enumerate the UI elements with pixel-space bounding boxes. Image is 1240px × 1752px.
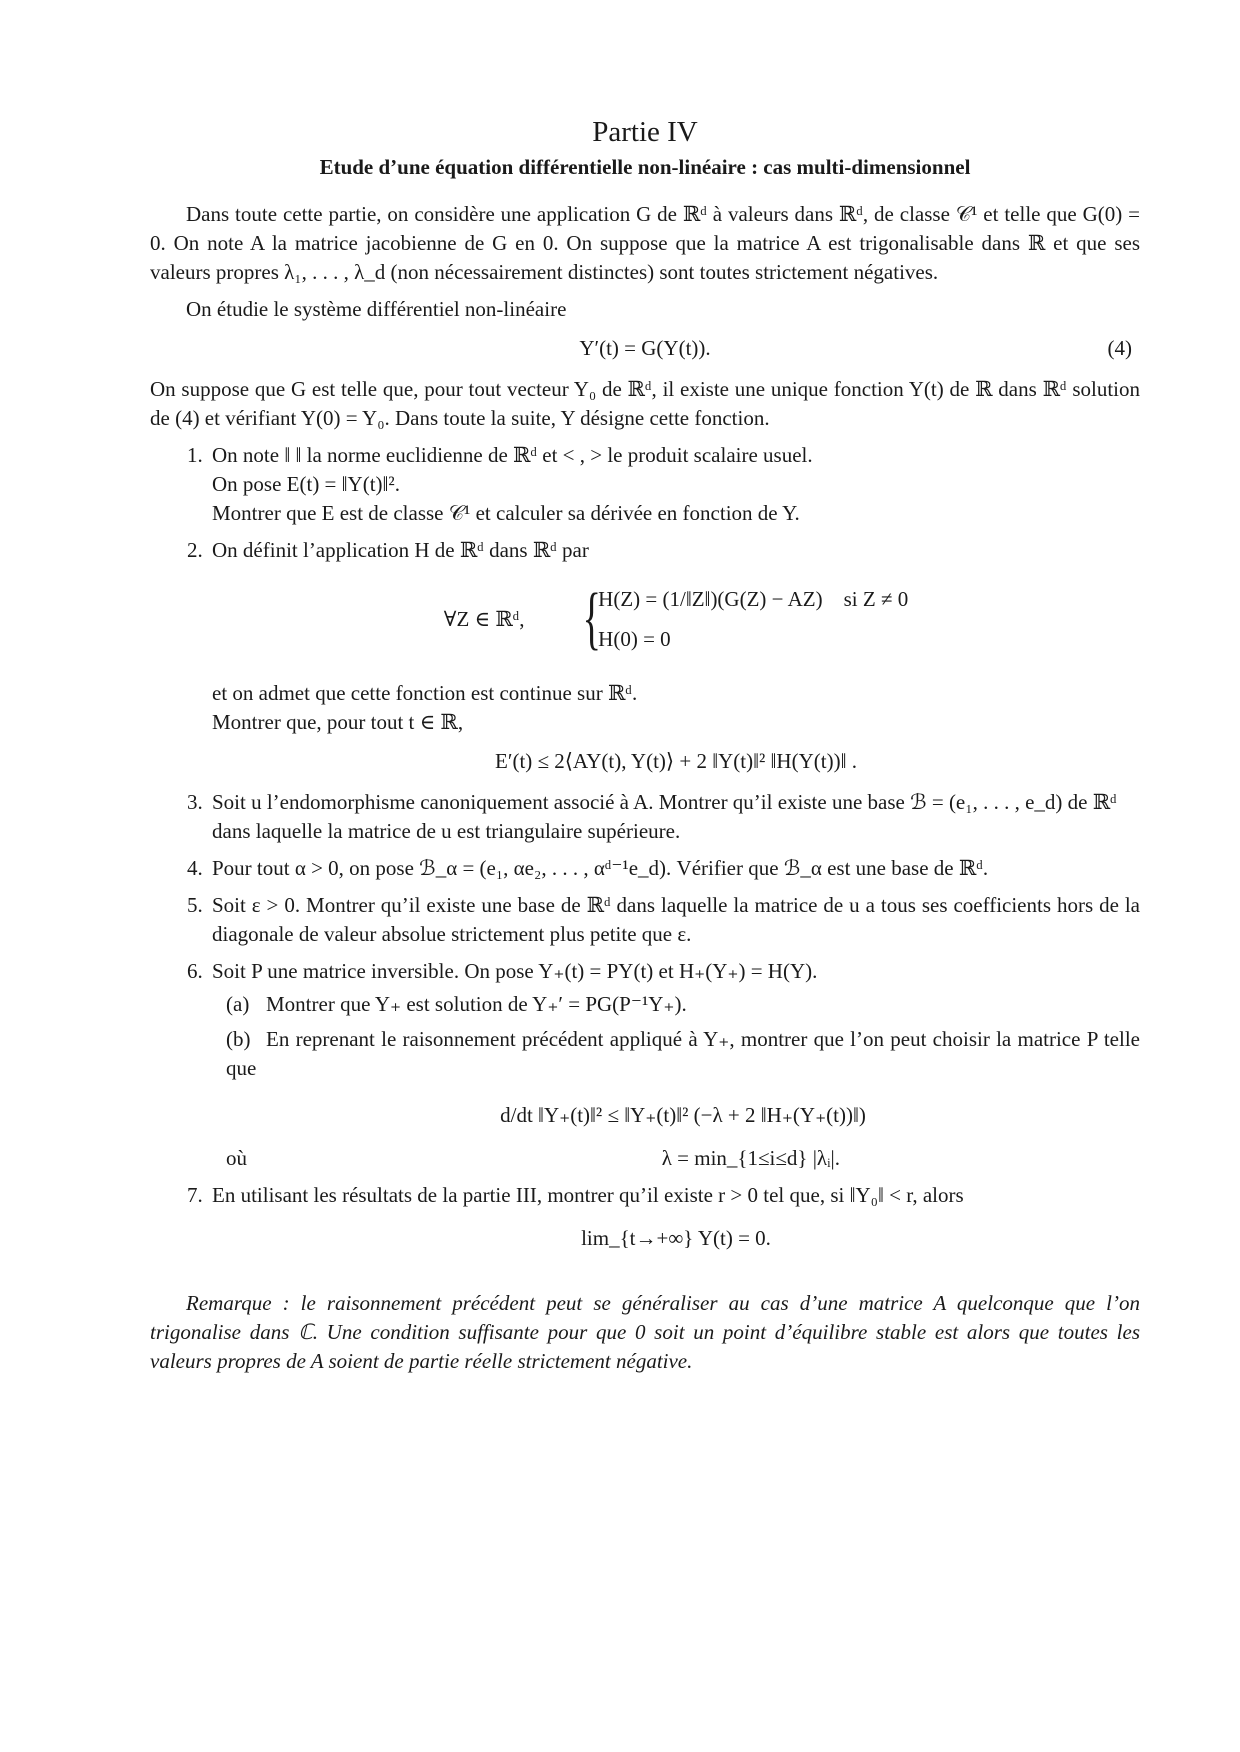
q2-line1: 2. On définit l’application H de ℝᵈ dans ℝᵈ par <box>212 538 589 562</box>
q1-line1: 1. On note ‖ ‖ la norme euclidienne de ℝᵈ et < , > le produit scalaire usuel. <box>212 443 813 467</box>
system-intro: On étudie le système différentiel non-linéaire <box>186 297 567 321</box>
question-3 <box>208 788 1140 846</box>
q4-text: Pour tout α > 0, on pose ℬ_α = (e₁, αe₂, . . . , αᵈ⁻¹e_d). Vérifier que ℬ_α est une base de ℝᵈ. <box>212 856 989 880</box>
q6-subquestions <box>212 990 1140 1173</box>
question-6 <box>208 957 1140 1173</box>
page-subtitle: Etude d’une équation différentielle non-linéaire : cas multi-dimensionnel <box>319 155 971 179</box>
equation-4 <box>150 334 1140 363</box>
q7-limit: lim_{t→+∞} Y(t) = 0. <box>581 1226 771 1250</box>
q6-a-text: Montrer que Y₊ est solution de Y₊′ = PG(P⁻¹Y₊). <box>266 992 687 1016</box>
q1-line3: Montrer que E est de classe 𝒞¹ et calculer sa dérivée en fonction de Y. <box>212 501 800 525</box>
h-case-1: H(Z) = (1/‖Z‖)(G(Z) − AZ) si Z ≠ 0 <box>598 587 909 611</box>
q6-lambda-def: λ = min_{1≤i≤d} |λᵢ|. <box>661 1146 840 1170</box>
page-title: Partie IV <box>592 116 698 148</box>
q3-text: Soit u l’endomorphisme canoniquement associé à A. Montrer qu’il existe une base ℬ = (e₁, . . . , e_d) de ℝᵈ dans laquelle la matrice de u est triangulaire supérieure. <box>212 790 1117 843</box>
q5-text: Soit ε > 0. Montrer qu’il existe une base de ℝᵈ dans laquelle la matrice de u a tous ses coefficients hors de la diagonale de valeur absolue strictement plus petite que ε. <box>212 893 1140 946</box>
h-case-2: H(0) = 0 <box>598 627 671 651</box>
q6-a-tag: (a) <box>226 992 250 1016</box>
equation-4-body: Y′(t) = G(Y(t)). <box>579 336 711 360</box>
h-definition-system <box>212 579 1140 659</box>
question-5 <box>208 891 1140 949</box>
equation-4-label: (4) <box>1107 336 1132 360</box>
question-2 <box>208 536 1140 776</box>
q6-text: Soit P une matrice inversible. On pose Y₊(t) = PY(t) et H₊(Y₊) = H(Y). <box>212 959 818 983</box>
q6-ou: où <box>226 1146 247 1170</box>
q6-b-inequality: d/dt ‖Y₊(t)‖² ≤ ‖Y₊(t)‖² (−λ + 2 ‖H₊(Y₊(t))‖) <box>500 1103 866 1127</box>
h-forall: ∀Z ∈ ℝᵈ, <box>443 606 525 631</box>
q7-text: En utilisant les résultats de la partie III, montrer qu’il existe r > 0 tel que, si ‖Y₀‖ < r, alors <box>212 1183 964 1207</box>
left-brace-icon: { <box>582 580 601 657</box>
question-4 <box>208 854 1140 883</box>
q6-b-text: En reprenant le raisonnement précédent appliqué à Y₊, montrer que l’on peut choisir la matrice P telle que <box>226 1027 1140 1080</box>
q2-inequality: E′(t) ≤ 2⟨AY(t), Y(t)⟩ + 2 ‖Y(t)‖² ‖H(Y(t))‖ . <box>495 749 857 773</box>
q6-a <box>226 990 1140 1019</box>
q1-line2: On pose E(t) = ‖Y(t)‖². <box>212 472 400 496</box>
intro-paragraph: Dans toute cette partie, on considère une application G de ℝᵈ à valeurs dans ℝᵈ, de classe 𝒞¹ et telle que G(0) = 0. On note A la matrice jacobienne de G en 0. On suppose que la matrice A est trigonalisable dans ℝ et que ses valeurs propres λ₁, . . . , λ_d (non nécessairement distinctes) sont toutes strictement négatives. <box>150 202 1140 284</box>
q6-b <box>226 1025 1140 1173</box>
document-page <box>150 110 1140 1384</box>
remark-paragraph: Remarque : le raisonnement précédent peut se généraliser au cas d’une matrice A quelconque que l’on trigonalise dans ℂ. Une condition suffisante pour que 0 soit un point d’équilibre stable est alors que toutes les valeurs propres de A soient de partie réelle strictement négative. <box>150 1291 1140 1373</box>
q6-b-tag: (b) <box>226 1027 251 1051</box>
q2-line3: Montrer que, pour tout t ∈ ℝ, <box>212 710 464 734</box>
q2-line2: et on admet que cette fonction est continue sur ℝᵈ. <box>212 681 638 705</box>
question-list <box>150 441 1140 1253</box>
question-1 <box>208 441 1140 528</box>
question-7 <box>208 1181 1140 1253</box>
hypothesis-paragraph: On suppose que G est telle que, pour tout vecteur Y₀ de ℝᵈ, il existe une unique fonction Y(t) de ℝ dans ℝᵈ solution de (4) et vérifiant Y(0) = Y₀. Dans toute la suite, Y désigne cette fonction. <box>150 377 1140 430</box>
